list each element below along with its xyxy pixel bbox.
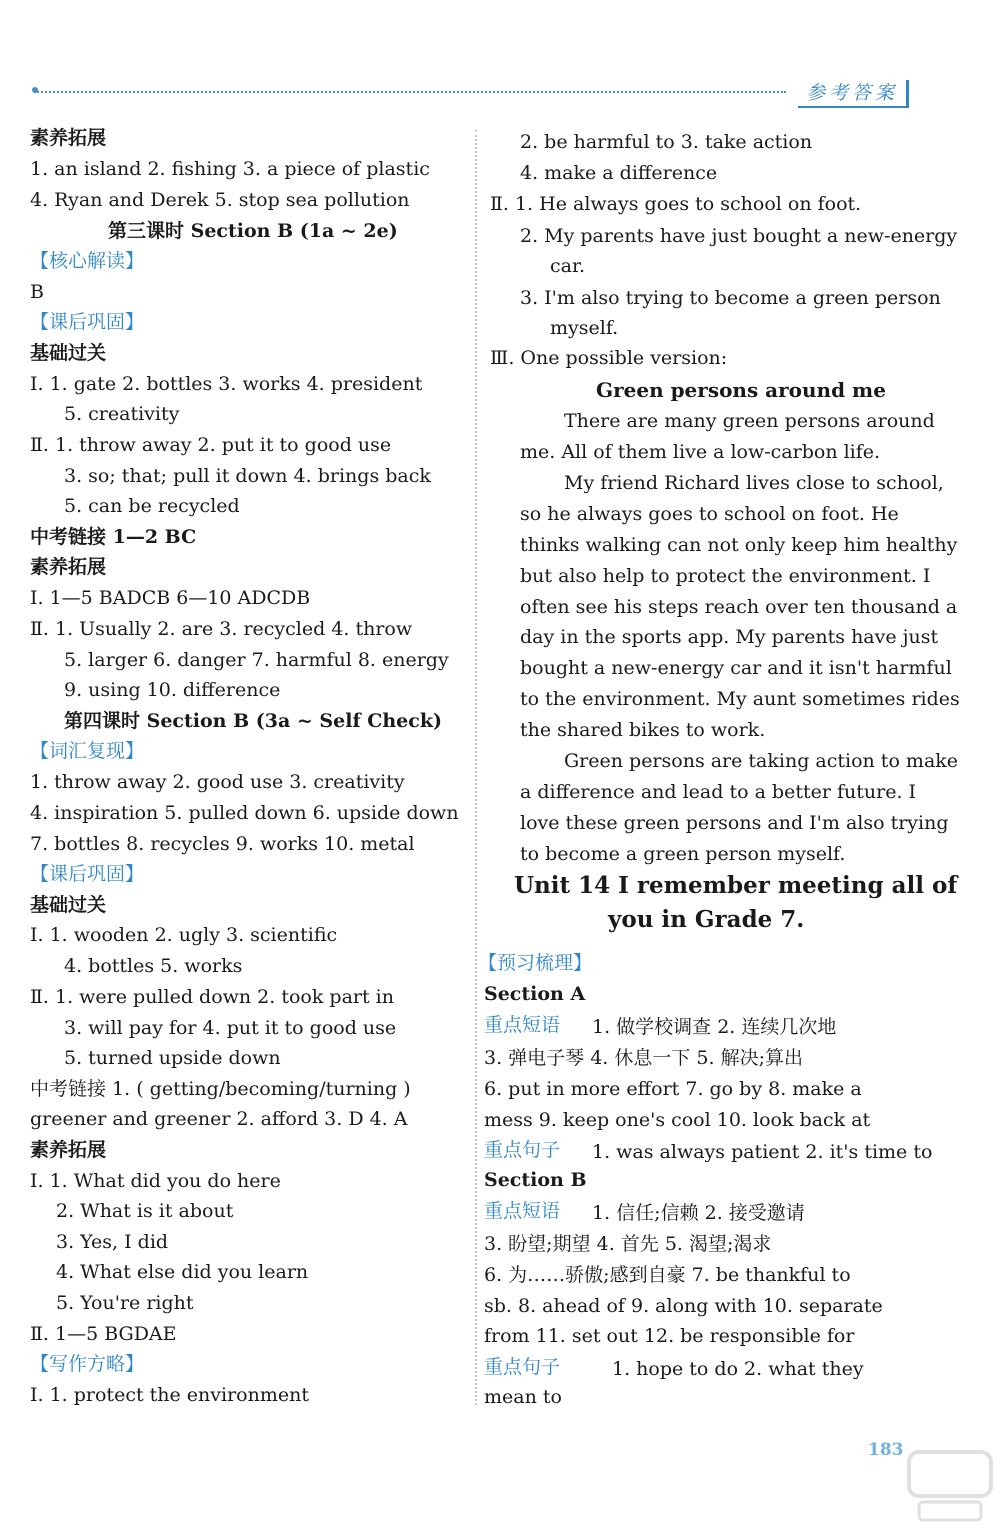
- section-heading: 中考链接 1—2 BC: [30, 526, 197, 548]
- answer-line: 3. 盼望;期望 4. 首先 5. 渴望;渴求: [484, 1233, 772, 1255]
- answer-line: 2. My parents have just bought a new-energy: [520, 225, 958, 247]
- essay-title: Green persons around me: [596, 378, 886, 402]
- answer-line: 1. 做学校调查 2. 连续几次地: [592, 1016, 837, 1038]
- section-tag: 【预习梳理】: [478, 952, 593, 974]
- section-tag: 【课后巩固】: [30, 311, 145, 333]
- essay-line: a difference and lead to a better future. I: [520, 781, 917, 803]
- answer-line: 4. What else did you learn: [56, 1261, 309, 1283]
- answer-line: 5. can be recycled: [64, 495, 240, 517]
- answer-line: 7. bottles 8. recycles 9. works 10. metal: [30, 833, 415, 855]
- answer-line: 9. using 10. difference: [64, 679, 281, 701]
- answer-line: Ⅰ. 1. protect the environment: [30, 1384, 309, 1406]
- essay-line: often see his steps reach over ten thousand a: [520, 596, 958, 618]
- answer-line: 4. bottles 5. works: [64, 955, 243, 977]
- section-tag: 【词汇复现】: [30, 740, 145, 762]
- essay-line: There are many green persons around: [564, 410, 935, 432]
- answer-line: 4. Ryan and Derek 5. stop sea pollution: [30, 189, 410, 211]
- section-heading: 基础过关: [30, 894, 107, 916]
- essay-line: the shared bikes to work.: [520, 719, 766, 741]
- answer-line: 5. turned upside down: [64, 1047, 281, 1069]
- answer-line: 6. put in more effort 7. go by 8. make a: [484, 1078, 862, 1100]
- answer-line: B: [30, 281, 44, 303]
- answer-line: Ⅱ. 1. He always goes to school on foot.: [490, 193, 862, 215]
- answer-line: Ⅰ. 1. wooden 2. ugly 3. scientific: [30, 924, 338, 946]
- answer-line: myself.: [550, 317, 619, 339]
- lesson-title: 第三课时 Section B (1a ~ 2e): [108, 220, 398, 242]
- unit-title: you in Grade 7.: [608, 906, 805, 933]
- answer-line: 2. be harmful to 3. take action: [520, 131, 813, 153]
- essay-line: Green persons are taking action to make: [564, 750, 959, 772]
- answer-line: sb. 8. ahead of 9. along with 10. separate: [484, 1295, 883, 1317]
- answer-line: Ⅰ. 1. What did you do here: [30, 1170, 281, 1192]
- answer-line: 5. creativity: [64, 403, 180, 425]
- essay-line: to the environment. My aunt sometimes rides: [520, 688, 960, 710]
- lesson-title: 第四课时 Section B (3a ~ Self Check): [64, 710, 442, 732]
- section-heading: 素养拓展: [30, 1139, 107, 1161]
- answer-line: 3. 弹电子琴 4. 休息一下 5. 解决;算出: [484, 1047, 803, 1069]
- section-tag: 【写作方略】: [30, 1353, 145, 1375]
- answer-line: 4. inspiration 5. pulled down 6. upside down: [30, 802, 459, 824]
- answer-line: Ⅱ. 1. were pulled down 2. took part in: [30, 986, 394, 1008]
- answer-line: greener and greener 2. afford 3. D 4. A: [30, 1108, 408, 1130]
- section-tag: 【核心解读】: [30, 250, 145, 272]
- header-rule: [34, 91, 786, 93]
- section-heading: Section A: [484, 983, 586, 1005]
- answer-line: 3. I'm also trying to become a green person: [520, 287, 941, 309]
- answer-line: 1. hope to do 2. what they: [612, 1358, 864, 1380]
- answer-line: 中考链接 1. ( getting/becoming/turning ): [30, 1078, 411, 1100]
- unit-title: Unit 14 I remember meeting all of: [514, 872, 958, 899]
- answer-line: 1. was always patient 2. it's time to: [592, 1141, 933, 1163]
- answer-line: 4. make a difference: [520, 162, 718, 184]
- key-phrases-label: 重点短语: [484, 1014, 561, 1036]
- essay-line: thinks walking can not only keep him healthy: [520, 534, 958, 556]
- essay-line: day in the sports app. My parents have just: [520, 626, 939, 648]
- section-heading: 素养拓展: [30, 127, 107, 149]
- answer-line: 3. so; that; pull it down 4. brings back: [64, 465, 431, 487]
- essay-line: me. All of them live a low-carbon life.: [520, 441, 881, 463]
- answer-line: mean to: [484, 1386, 562, 1408]
- answer-line: car.: [550, 255, 586, 277]
- answer-line: Ⅱ. 1—5 BGDAE: [30, 1323, 177, 1345]
- answer-line: 1. throw away 2. good use 3. creativity: [30, 771, 405, 793]
- answer-line: 1. an island 2. fishing 3. a piece of plastic: [30, 158, 430, 180]
- watermark-logo-icon: [905, 1448, 995, 1526]
- essay-line: to become a green person myself.: [520, 843, 846, 865]
- answer-line: from 11. set out 12. be responsible for: [484, 1325, 855, 1347]
- answer-line: 5. You're right: [56, 1292, 194, 1314]
- key-sentences-label: 重点句子: [484, 1139, 561, 1161]
- answer-line: 1. 信任;信赖 2. 接受邀请: [592, 1202, 805, 1224]
- essay-line: but also help to protect the environment. I: [520, 565, 931, 587]
- answer-line: Ⅰ. 1. gate 2. bottles 3. works 4. president: [30, 373, 423, 395]
- section-tag: 【课后巩固】: [30, 863, 145, 885]
- answer-line: Ⅰ. 1—5 BADCB 6—10 ADCDB: [30, 587, 311, 609]
- answer-line: 6. 为……骄傲;感到自豪 7. be thankful to: [484, 1264, 851, 1286]
- section-heading: Section B: [484, 1169, 587, 1191]
- essay-line: bought a new-energy car and it isn't harmful: [520, 657, 952, 679]
- answer-line: Ⅲ. One possible version:: [490, 347, 728, 369]
- section-heading: 基础过关: [30, 342, 107, 364]
- answer-line: 2. What is it about: [56, 1200, 234, 1222]
- key-phrases-label: 重点短语: [484, 1200, 561, 1222]
- page-number: 183: [868, 1440, 904, 1460]
- column-divider: [475, 130, 477, 1405]
- answer-line: 3. Yes, I did: [56, 1231, 169, 1253]
- essay-line: My friend Richard lives close to school,: [564, 472, 944, 494]
- essay-line: so he always goes to school on foot. He: [520, 503, 899, 525]
- answer-line: 3. will pay for 4. put it to good use: [64, 1017, 397, 1039]
- section-heading: 素养拓展: [30, 556, 107, 578]
- essay-line: love these green persons and I'm also trying: [520, 812, 949, 834]
- header-tag: 参考答案: [798, 80, 909, 108]
- answer-line: mess 9. keep one's cool 10. look back at: [484, 1109, 871, 1131]
- answer-line: 5. larger 6. danger 7. harmful 8. energy: [64, 649, 449, 671]
- answer-line: Ⅱ. 1. throw away 2. put it to good use: [30, 434, 392, 456]
- key-sentences-label: 重点句子: [484, 1356, 561, 1378]
- answer-line: Ⅱ. 1. Usually 2. are 3. recycled 4. throw: [30, 618, 413, 640]
